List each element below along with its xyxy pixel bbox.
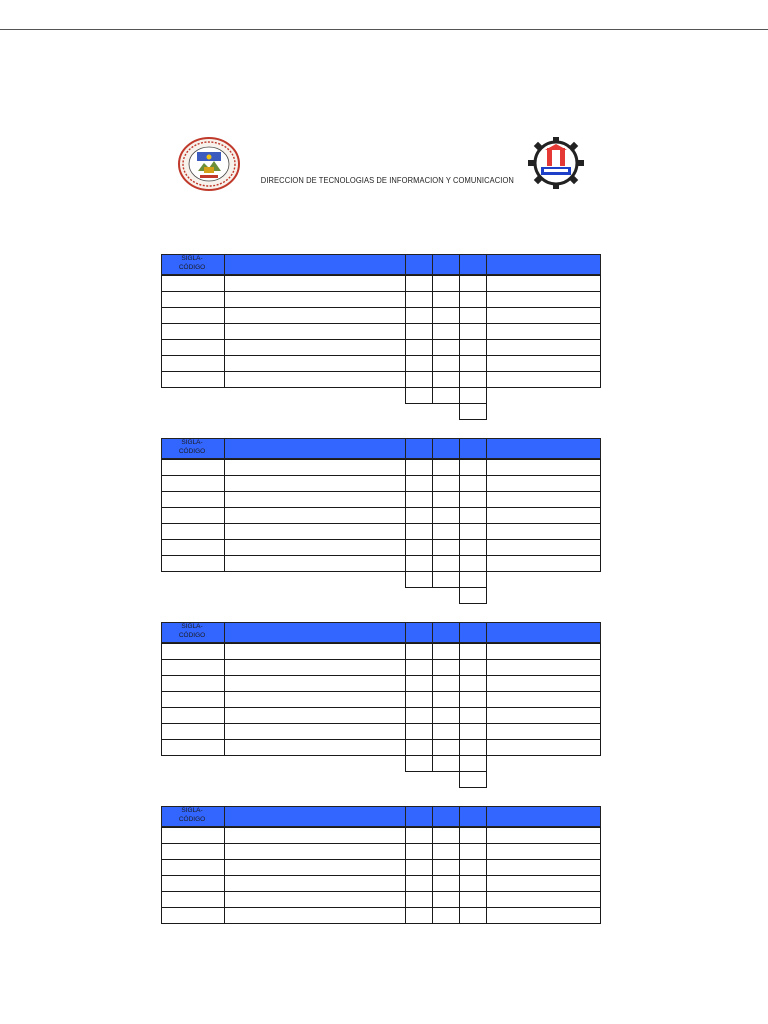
table-cell[interactable] <box>161 827 225 844</box>
table-cell[interactable] <box>224 291 406 308</box>
table-cell[interactable] <box>432 323 460 340</box>
header-label-line: SIGLA- <box>181 439 203 446</box>
table-row <box>161 539 601 555</box>
table-row <box>161 907 601 923</box>
header-cell <box>486 806 601 827</box>
table-cell[interactable] <box>161 643 225 660</box>
table-cell[interactable] <box>161 355 225 372</box>
subtotal-cell[interactable] <box>432 387 460 404</box>
table-cell[interactable] <box>459 339 487 356</box>
table-row <box>161 555 601 571</box>
table-cell[interactable] <box>405 355 433 372</box>
table-cell[interactable] <box>224 723 406 740</box>
table-cell[interactable] <box>486 339 601 356</box>
header-cell <box>224 254 406 275</box>
table-cell[interactable] <box>224 691 406 708</box>
table-row <box>161 675 601 691</box>
table-cell[interactable] <box>405 323 433 340</box>
subtotal-cell[interactable] <box>432 755 460 772</box>
total-row <box>161 403 601 419</box>
table-cell[interactable] <box>161 323 225 340</box>
table-cell[interactable] <box>486 539 601 556</box>
table-cell[interactable] <box>224 355 406 372</box>
table-cell[interactable] <box>432 691 460 708</box>
subtotal-cell[interactable] <box>405 571 433 588</box>
table-cell[interactable] <box>161 691 225 708</box>
table-cell[interactable] <box>224 307 406 324</box>
table-cell[interactable] <box>459 371 487 388</box>
table-cell[interactable] <box>486 675 601 692</box>
header-cell <box>459 438 487 459</box>
table-cell[interactable] <box>405 691 433 708</box>
table-header-row <box>161 254 601 275</box>
table-cell[interactable] <box>224 323 406 340</box>
table-cell[interactable] <box>432 555 460 572</box>
header-cell <box>224 806 406 827</box>
table-cell[interactable] <box>432 371 460 388</box>
table-cell[interactable] <box>405 371 433 388</box>
table-cell[interactable] <box>459 859 487 876</box>
table-cell[interactable] <box>405 643 433 660</box>
total-cell[interactable] <box>459 587 487 604</box>
table-cell[interactable] <box>432 339 460 356</box>
table-row <box>161 827 601 843</box>
total-row <box>161 771 601 787</box>
subtotal-cell[interactable] <box>405 755 433 772</box>
table-header-row <box>161 622 601 643</box>
header-cell <box>405 622 433 643</box>
table-cell[interactable] <box>432 827 460 844</box>
table-cell[interactable] <box>486 475 601 492</box>
table-cell[interactable] <box>459 875 487 892</box>
table-cell[interactable] <box>161 307 225 324</box>
table-cell[interactable] <box>432 723 460 740</box>
table-cell[interactable] <box>224 707 406 724</box>
table-cell[interactable] <box>161 371 225 388</box>
header-cell <box>432 254 460 275</box>
header-cell <box>486 438 601 459</box>
table-cell[interactable] <box>405 723 433 740</box>
table-cell[interactable] <box>224 891 406 908</box>
table-cell[interactable] <box>161 723 225 740</box>
header-label-sigla-codigo <box>161 255 223 272</box>
table-cell[interactable] <box>161 907 225 924</box>
table-cell[interactable] <box>486 707 601 724</box>
table-cell[interactable] <box>161 491 225 508</box>
table-cell[interactable] <box>224 507 406 524</box>
table-cell[interactable] <box>486 491 601 508</box>
table-cell[interactable] <box>459 827 487 844</box>
table-cell[interactable] <box>486 555 601 572</box>
table-cell[interactable] <box>432 523 460 540</box>
total-row <box>161 587 601 603</box>
header-cell <box>486 254 601 275</box>
table-cell[interactable] <box>432 659 460 676</box>
table-cell[interactable] <box>224 491 406 508</box>
table-cell[interactable] <box>224 907 406 924</box>
top-rule <box>0 29 768 30</box>
table-row <box>161 491 601 507</box>
table-cell[interactable] <box>486 291 601 308</box>
table-cell[interactable] <box>405 891 433 908</box>
table-cell[interactable] <box>224 339 406 356</box>
table-cell[interactable] <box>405 907 433 924</box>
subtotal-cell[interactable] <box>459 387 487 404</box>
table-cell[interactable] <box>459 459 487 476</box>
table-cell[interactable] <box>486 307 601 324</box>
table-cell[interactable] <box>161 523 225 540</box>
table-cell[interactable] <box>224 739 406 756</box>
table-cell[interactable] <box>405 491 433 508</box>
header-cell <box>224 438 406 459</box>
table-cell[interactable] <box>432 307 460 324</box>
table-cell[interactable] <box>405 843 433 860</box>
table-header-row <box>161 806 601 827</box>
table-cell[interactable] <box>224 539 406 556</box>
table-cell[interactable] <box>459 323 487 340</box>
header-cell <box>432 438 460 459</box>
table-cell[interactable] <box>432 859 460 876</box>
table-cell[interactable] <box>459 675 487 692</box>
table-cell[interactable] <box>459 523 487 540</box>
table-cell[interactable] <box>432 275 460 292</box>
table-cell[interactable] <box>459 659 487 676</box>
table-cell[interactable] <box>224 275 406 292</box>
table-cell[interactable] <box>405 275 433 292</box>
header-cell <box>405 806 433 827</box>
table-cell[interactable] <box>486 907 601 924</box>
header-label-line: SIGLA- <box>181 255 203 262</box>
table-row <box>161 739 601 755</box>
table-cell[interactable] <box>459 691 487 708</box>
table-cell[interactable] <box>432 707 460 724</box>
header-label-line: CÓDIGO <box>178 815 206 823</box>
table-cell[interactable] <box>486 643 601 660</box>
table-row <box>161 291 601 307</box>
university-seal-logo <box>178 137 240 191</box>
table-cell[interactable] <box>486 723 601 740</box>
table-cell[interactable] <box>432 355 460 372</box>
header-cell <box>459 622 487 643</box>
table-cell[interactable] <box>459 555 487 572</box>
table-cell[interactable] <box>161 459 225 476</box>
table-cell[interactable] <box>405 291 433 308</box>
header-label-sigla-codigo <box>161 623 223 640</box>
table-cell[interactable] <box>486 523 601 540</box>
table-cell[interactable] <box>432 739 460 756</box>
subtotal-row <box>161 387 601 403</box>
table-cell[interactable] <box>486 659 601 676</box>
subtotal-cell[interactable] <box>459 755 487 772</box>
table-cell[interactable] <box>486 739 601 756</box>
table-cell[interactable] <box>432 475 460 492</box>
table-row <box>161 507 601 523</box>
table-cell[interactable] <box>486 507 601 524</box>
table-cell[interactable] <box>405 739 433 756</box>
table-cell[interactable] <box>432 507 460 524</box>
table-row <box>161 339 601 355</box>
table-cell[interactable] <box>432 643 460 660</box>
table-cell[interactable] <box>486 371 601 388</box>
table-cell[interactable] <box>486 891 601 908</box>
table-cell[interactable] <box>486 691 601 708</box>
table-row <box>161 355 601 371</box>
table-cell[interactable] <box>432 491 460 508</box>
table-cell[interactable] <box>405 507 433 524</box>
table-row <box>161 843 601 859</box>
table-cell[interactable] <box>161 739 225 756</box>
header-cell <box>459 254 487 275</box>
table-cell[interactable] <box>486 859 601 876</box>
table-cell[interactable] <box>224 843 406 860</box>
table-cell[interactable] <box>486 459 601 476</box>
table-row <box>161 371 601 387</box>
header-label-line: CÓDIGO <box>178 263 206 271</box>
header-cell <box>432 806 460 827</box>
table-cell[interactable] <box>459 291 487 308</box>
table-cell[interactable] <box>432 907 460 924</box>
table-cell[interactable] <box>405 459 433 476</box>
table-cell[interactable] <box>405 675 433 692</box>
header-label-sigla-codigo <box>161 807 223 824</box>
table-cell[interactable] <box>405 827 433 844</box>
header-label-line: SIGLA- <box>181 807 203 814</box>
table-cell[interactable] <box>161 339 225 356</box>
table-row <box>161 691 601 707</box>
header-cell <box>432 622 460 643</box>
table-cell[interactable] <box>161 675 225 692</box>
table-cell[interactable] <box>224 659 406 676</box>
table-cell[interactable] <box>161 843 225 860</box>
table-cell[interactable] <box>161 659 225 676</box>
table-row <box>161 307 601 323</box>
total-cell[interactable] <box>459 403 487 420</box>
table-header-row <box>161 438 601 459</box>
table-cell[interactable] <box>161 475 225 492</box>
table-cell[interactable] <box>161 555 225 572</box>
table-cell[interactable] <box>224 827 406 844</box>
table-cell[interactable] <box>161 275 225 292</box>
table-cell[interactable] <box>161 891 225 908</box>
table-cell[interactable] <box>224 875 406 892</box>
table-row <box>161 523 601 539</box>
table-cell[interactable] <box>224 475 406 492</box>
table-row <box>161 643 601 659</box>
table-cell[interactable] <box>486 827 601 844</box>
table-cell[interactable] <box>161 539 225 556</box>
table-cell[interactable] <box>405 307 433 324</box>
table-cell[interactable] <box>432 539 460 556</box>
table-cell[interactable] <box>432 459 460 476</box>
table-row <box>161 475 601 491</box>
table-cell[interactable] <box>224 523 406 540</box>
table-cell[interactable] <box>459 723 487 740</box>
table-row <box>161 275 601 291</box>
table-cell[interactable] <box>486 875 601 892</box>
table-cell[interactable] <box>486 843 601 860</box>
table-cell[interactable] <box>486 323 601 340</box>
table-cell[interactable] <box>459 275 487 292</box>
table-cell[interactable] <box>432 675 460 692</box>
table-cell[interactable] <box>459 475 487 492</box>
table-cell[interactable] <box>405 523 433 540</box>
table-cell[interactable] <box>161 707 225 724</box>
table-cell[interactable] <box>459 491 487 508</box>
header-cell <box>405 254 433 275</box>
total-cell[interactable] <box>459 771 487 788</box>
header-cell <box>224 622 406 643</box>
table-cell[interactable] <box>405 539 433 556</box>
table-row <box>161 859 601 875</box>
table-cell[interactable] <box>432 843 460 860</box>
table-cell[interactable] <box>459 355 487 372</box>
subtotal-cell[interactable] <box>405 387 433 404</box>
table-cell[interactable] <box>459 843 487 860</box>
table-cell[interactable] <box>224 371 406 388</box>
header-cell <box>486 622 601 643</box>
table-cell[interactable] <box>459 907 487 924</box>
table-cell[interactable] <box>405 555 433 572</box>
page-title: DIRECCION DE TECNOLOGIAS DE INFORMACION Y COMUNICACION <box>260 176 514 185</box>
table-row <box>161 707 601 723</box>
table-cell[interactable] <box>161 507 225 524</box>
table-cell[interactable] <box>405 659 433 676</box>
table-row <box>161 323 601 339</box>
table-cell[interactable] <box>459 539 487 556</box>
table-cell[interactable] <box>224 643 406 660</box>
table-cell[interactable] <box>224 675 406 692</box>
subtotal-row <box>161 755 601 771</box>
header-label-line: SIGLA- <box>181 623 203 630</box>
table-cell[interactable] <box>405 859 433 876</box>
table-cell[interactable] <box>224 459 406 476</box>
table-cell[interactable] <box>432 875 460 892</box>
faculty-gear-logo <box>525 136 587 190</box>
table-cell[interactable] <box>405 875 433 892</box>
table-cell[interactable] <box>459 307 487 324</box>
header-cell <box>459 806 487 827</box>
table-row <box>161 659 601 675</box>
table-cell[interactable] <box>459 739 487 756</box>
header-cell <box>405 438 433 459</box>
table-cell[interactable] <box>432 891 460 908</box>
table-cell[interactable] <box>405 475 433 492</box>
table-row <box>161 459 601 475</box>
table-row <box>161 875 601 891</box>
subtotal-cell[interactable] <box>432 571 460 588</box>
table-cell[interactable] <box>161 291 225 308</box>
table-cell[interactable] <box>459 891 487 908</box>
table-cell[interactable] <box>161 875 225 892</box>
table-row <box>161 723 601 739</box>
table-cell[interactable] <box>405 707 433 724</box>
table-cell[interactable] <box>459 507 487 524</box>
header-label-sigla-codigo <box>161 439 223 456</box>
subtotal-cell[interactable] <box>459 571 487 588</box>
header-label-line: CÓDIGO <box>178 447 206 455</box>
table-row <box>161 891 601 907</box>
header-label-line: CÓDIGO <box>178 631 206 639</box>
table-cell[interactable] <box>224 859 406 876</box>
table-cell[interactable] <box>405 339 433 356</box>
table-cell[interactable] <box>486 275 601 292</box>
table-cell[interactable] <box>432 291 460 308</box>
table-cell[interactable] <box>486 355 601 372</box>
table-cell[interactable] <box>459 643 487 660</box>
table-cell[interactable] <box>459 707 487 724</box>
subtotal-row <box>161 571 601 587</box>
table-cell[interactable] <box>161 859 225 876</box>
table-cell[interactable] <box>224 555 406 572</box>
